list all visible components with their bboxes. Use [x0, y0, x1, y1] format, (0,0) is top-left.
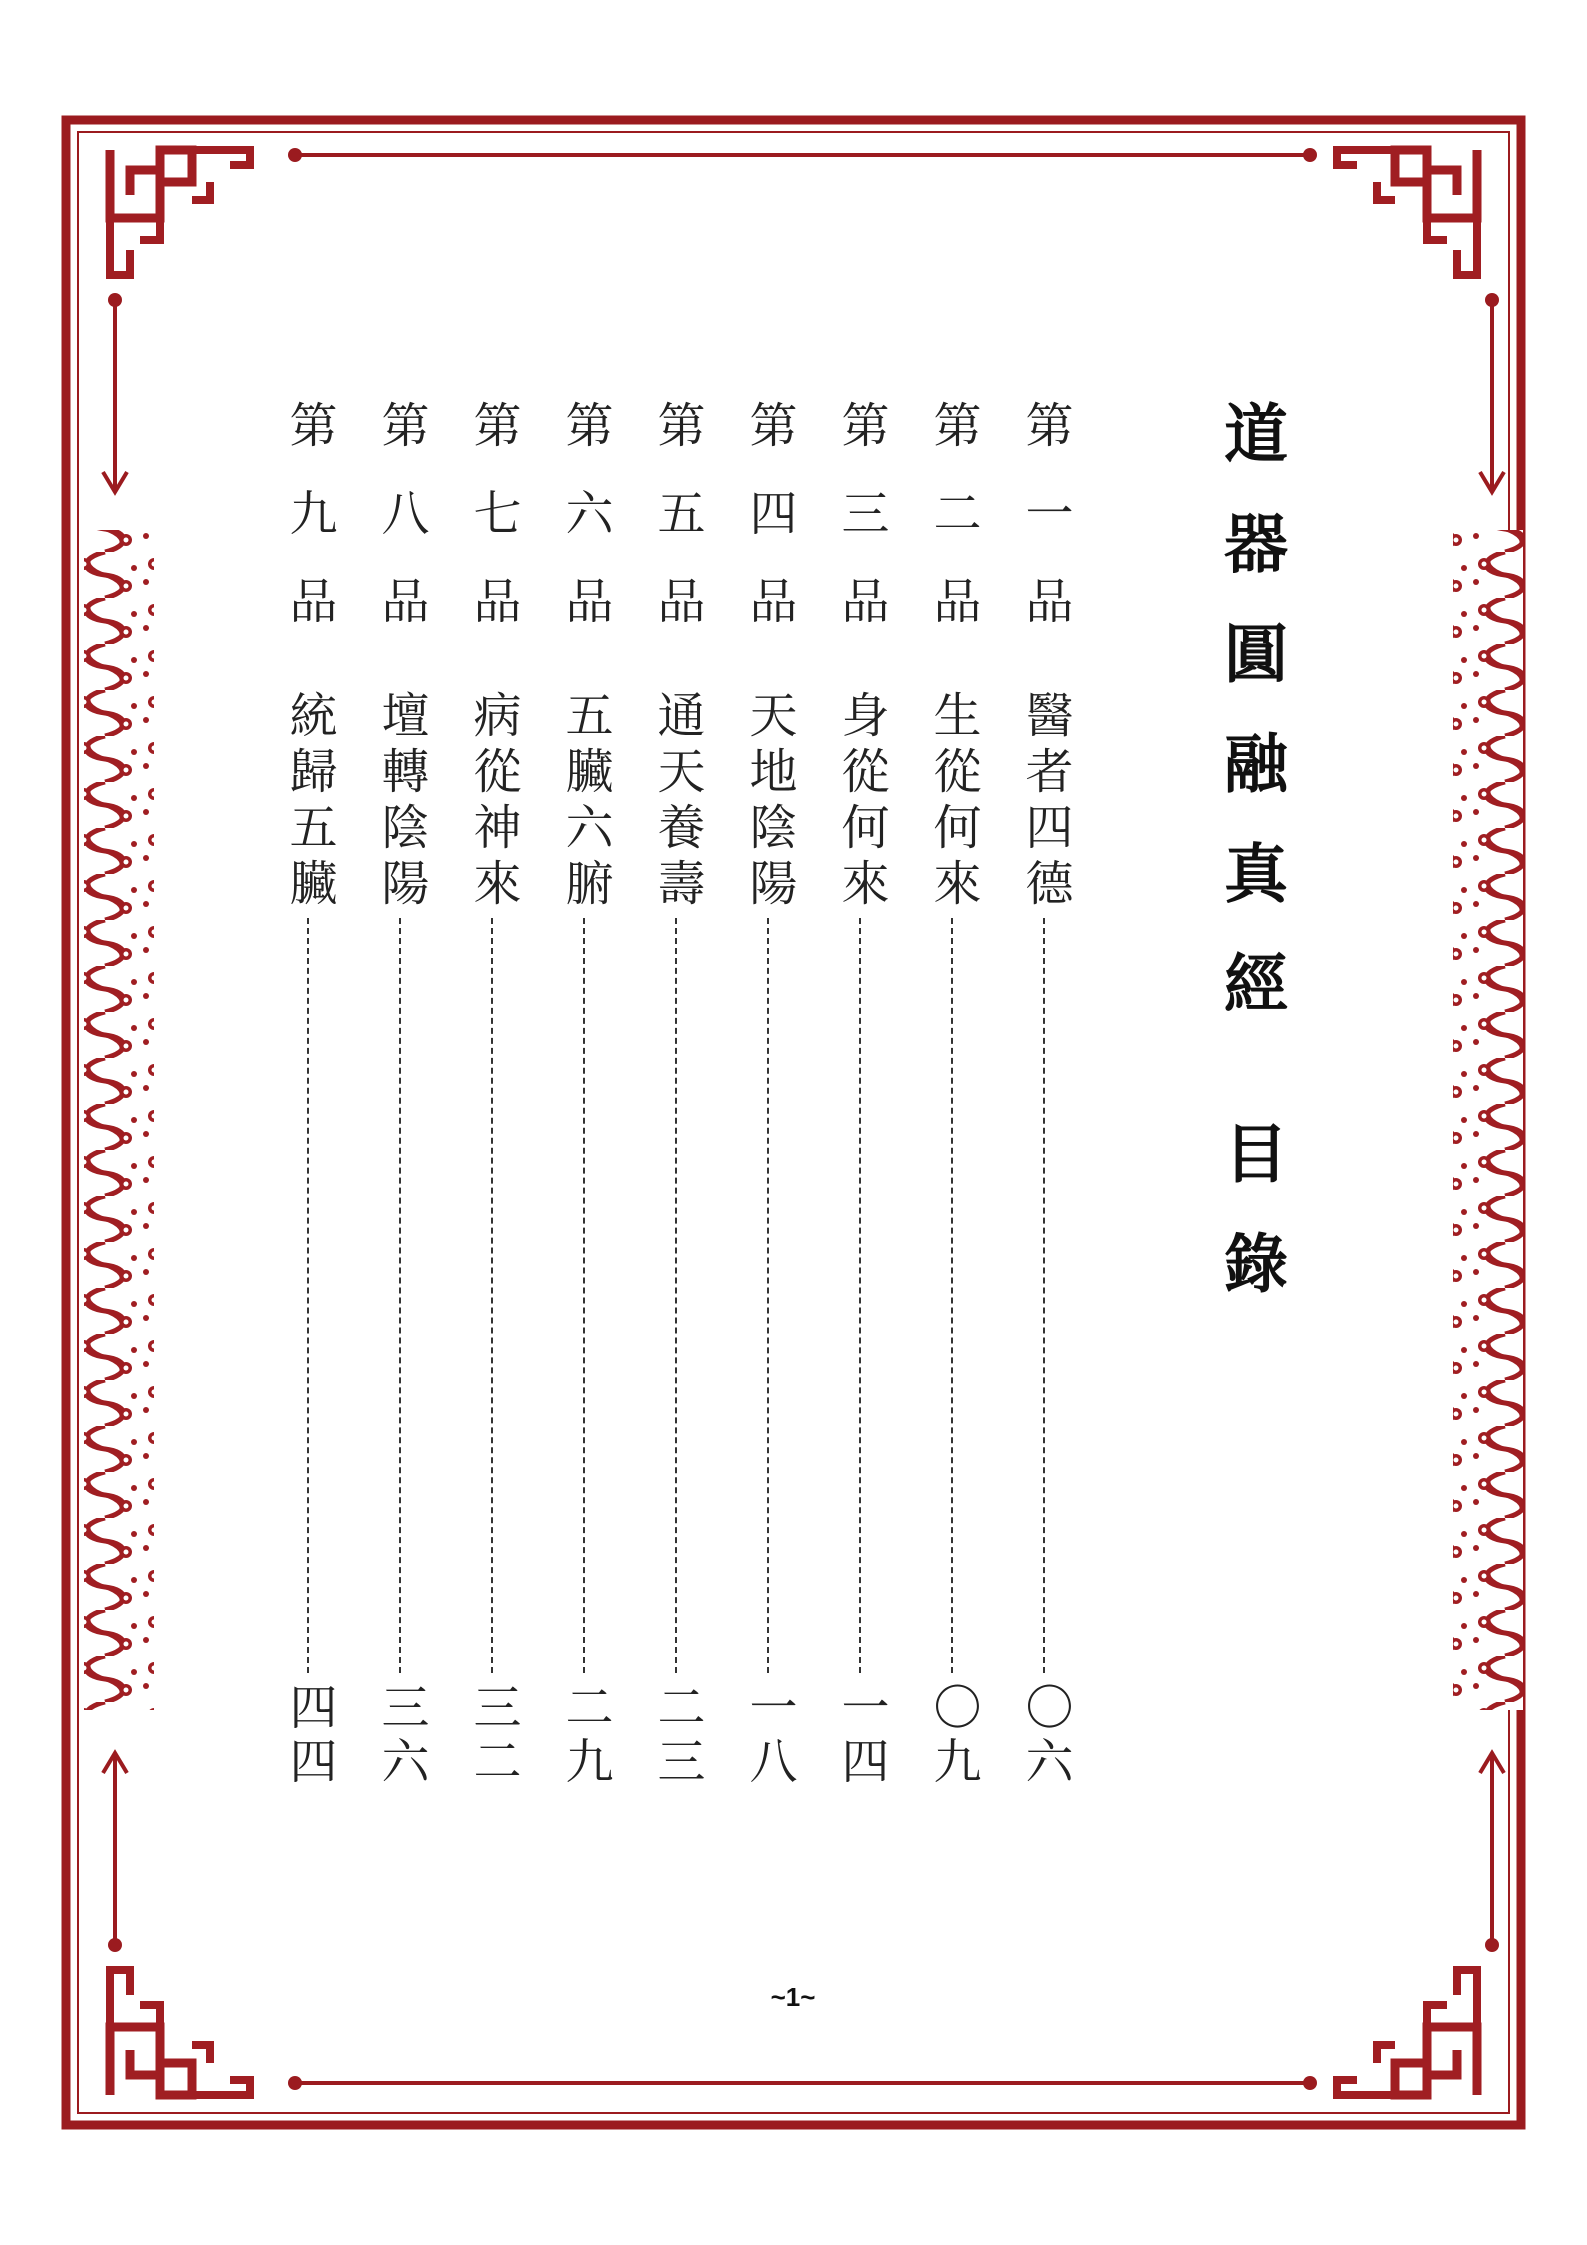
toc-entry-8[interactable]	[361, 400, 441, 1840]
chapter-label: 第八品	[373, 400, 429, 664]
chapter-name: 通天養壽	[649, 690, 705, 914]
chapter-label: 第七品	[465, 400, 521, 664]
chapter-label: 第一品	[1017, 400, 1073, 664]
page-number: ~1~	[770, 1982, 816, 2012]
chapter-name: 身從何來	[833, 690, 889, 914]
chapter-label: 第二品	[925, 400, 981, 664]
chapter-page: 三二	[465, 1682, 521, 1790]
chapter-page: 一四	[833, 1682, 889, 1790]
toc-entry-2[interactable]	[913, 400, 993, 1840]
dotted-leader	[951, 918, 953, 1673]
dotted-leader	[307, 918, 309, 1673]
toc-entry-7[interactable]	[453, 400, 533, 1840]
toc-entry-9[interactable]	[269, 400, 349, 1840]
chapter-page: 二三	[649, 1682, 705, 1790]
chapter-page: 〇九	[925, 1682, 981, 1790]
chapter-page: 三六	[373, 1682, 429, 1790]
chapter-label: 第四品	[741, 400, 797, 664]
chapter-name: 統歸五臟	[281, 690, 337, 914]
chapter-page: 〇六	[1017, 1682, 1073, 1790]
chapter-label: 第三品	[833, 400, 889, 664]
chapter-page: 二九	[557, 1682, 613, 1790]
toc-entry-4[interactable]	[729, 400, 809, 1840]
chapter-name: 壇轉陰陽	[373, 690, 429, 914]
chapter-page: 一八	[741, 1682, 797, 1790]
chapter-name: 生從何來	[925, 690, 981, 914]
dotted-leader	[491, 918, 493, 1673]
toc-entry-6[interactable]	[545, 400, 625, 1840]
toc-entry-1[interactable]	[1005, 400, 1085, 1840]
dotted-leader	[583, 918, 585, 1673]
chapter-name: 病從神來	[465, 690, 521, 914]
chapter-page: 四四	[281, 1682, 337, 1790]
toc-label: 目錄	[1213, 1120, 1288, 1340]
dotted-leader	[859, 918, 861, 1673]
book-title	[1205, 400, 1295, 1340]
chapter-name: 天地陰陽	[741, 690, 797, 914]
dotted-leader	[1043, 918, 1045, 1673]
dotted-leader	[399, 918, 401, 1673]
toc-entry-5[interactable]	[637, 400, 717, 1840]
dotted-leader	[675, 918, 677, 1673]
chapter-name: 五臟六腑	[557, 690, 613, 914]
toc-entry-3[interactable]	[821, 400, 901, 1840]
chapter-label: 第九品	[281, 400, 337, 664]
chapter-name: 醫者四德	[1017, 690, 1073, 914]
chapter-label: 第五品	[649, 400, 705, 664]
chapter-label: 第六品	[557, 400, 613, 664]
dotted-leader	[767, 918, 769, 1673]
book-title-text: 道器圓融真經	[1213, 400, 1288, 1060]
